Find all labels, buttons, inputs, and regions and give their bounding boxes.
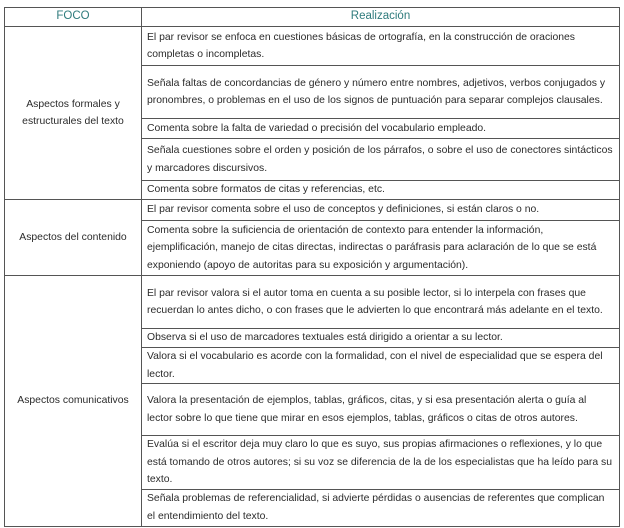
header-realizacion: Realización <box>142 8 620 27</box>
foco-cell: Aspectos del contenido <box>5 200 142 276</box>
realizacion-cell: Observa si el uso de marcadores textuales está dirigido a orientar a su lector. <box>142 329 620 348</box>
realizacion-cell: Comenta sobre la falta de variedad o precisión del vocabulario empleado. <box>142 119 620 139</box>
table-row <box>5 276 620 329</box>
realizacion-cell: Señala problemas de referencialidad, si advierte pérdidas o ausencias de referentes que complican el entendimiento del texto. <box>142 489 620 526</box>
realizacion-cell: Comenta sobre formatos de citas y referencias, etc. <box>142 181 620 200</box>
foco-cell: Aspectos comunicativos <box>5 276 142 527</box>
foco-realizacion-table <box>4 7 620 527</box>
realizacion-cell: Valora si el vocabulario es acorde con la formalidad, con el nivel de especialidad que se espera del lector. <box>142 348 620 384</box>
realizacion-cell: Comenta sobre la suficiencia de orientación de contexto para entender la información, ejemplificación, manejo de citas directas, indirectas o paráfrasis para aclaración de lo que se está exponiendo (apoyo de autoritas para su exposición y argumentación). <box>142 221 620 276</box>
realizacion-cell: Señala faltas de concordancias de género y número entre nombres, adjetivos, verbos conjugados y pronombres, o problemas en el uso de los signos de puntuación para separar complejos clausales. <box>142 66 620 119</box>
table-row <box>5 27 620 66</box>
header-foco: FOCO <box>5 8 142 27</box>
realizacion-cell: El par revisor valora si el autor toma en cuenta a su posible lector, si lo interpela con frases que recuerdan lo antes dicho, o con frases que le advierten lo que encontrará más adelante en el texto. <box>142 276 620 329</box>
realizacion-cell: Señala cuestiones sobre el orden y posición de los párrafos, o sobre el uso de conectores sintácticos y marcadores discursivos. <box>142 139 620 181</box>
realizacion-cell: El par revisor comenta sobre el uso de conceptos y definiciones, si están claros o no. <box>142 200 620 221</box>
realizacion-cell: Valora la presentación de ejemplos, tablas, gráficos, citas, y si esa presentación alerta o guía al lector sobre lo que tiene que mirar en esos ejemplos, tablas, gráficos o citas de otros autores. <box>142 384 620 436</box>
realizacion-cell: El par revisor se enfoca en cuestiones básicas de ortografía, en la construcción de oraciones completas o incompletas. <box>142 27 620 66</box>
header-row <box>5 8 620 27</box>
realizacion-cell: Evalúa si el escritor deja muy claro lo que es suyo, sus propias afirmaciones o reflexiones, y lo que está tomando de otros autores; si su voz se diferencia de la de los especialistas que ha leído para su texto. <box>142 436 620 490</box>
table-row <box>5 200 620 221</box>
table-body <box>5 27 620 527</box>
foco-cell: Aspectos formales y estructurales del texto <box>5 27 142 200</box>
